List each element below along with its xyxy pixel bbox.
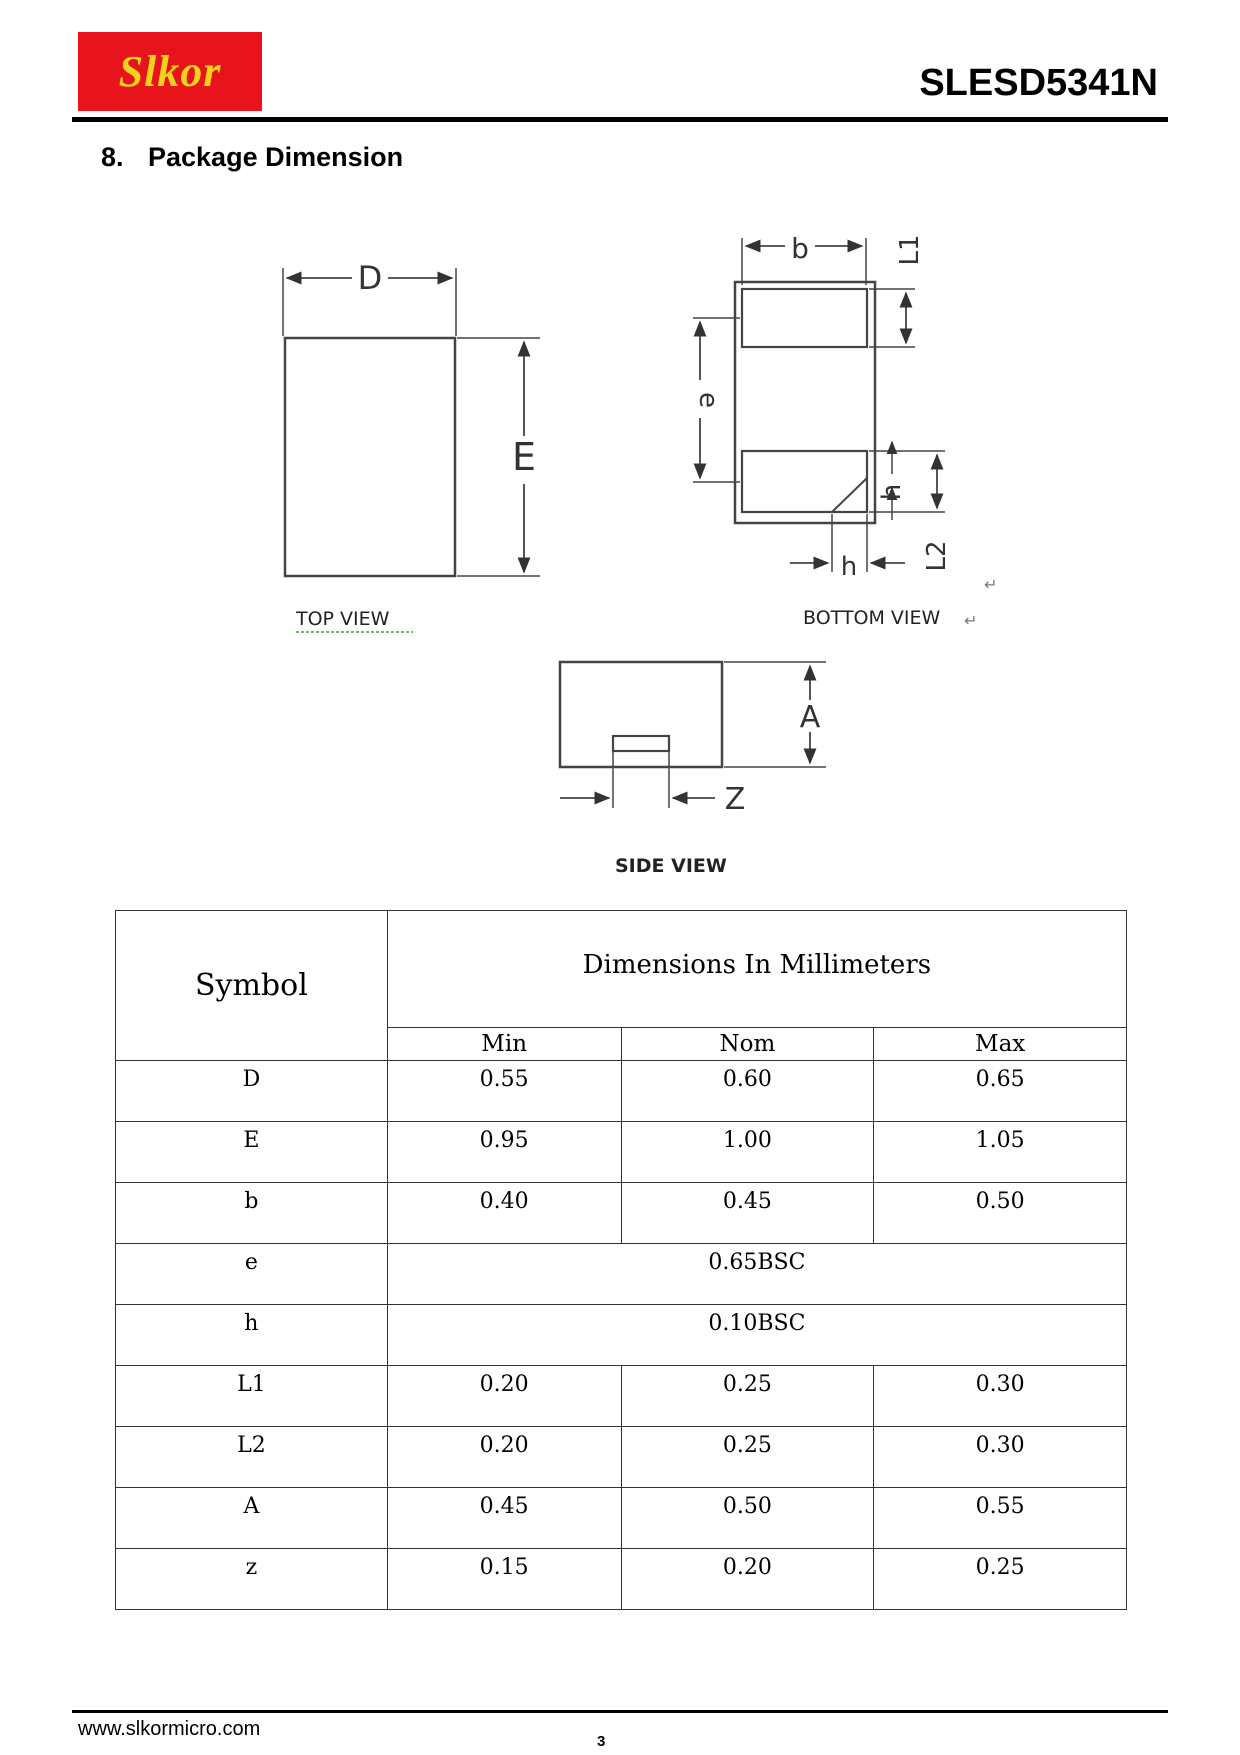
top-view-label: TOP VIEW (296, 608, 390, 630)
nom-cell: 0.50 (621, 1488, 874, 1549)
symbol-cell: b (116, 1183, 388, 1244)
max-cell: 0.55 (874, 1488, 1127, 1549)
max-header: Max (874, 1028, 1127, 1061)
symbol-cell: L1 (116, 1366, 388, 1427)
table-row (116, 1122, 1127, 1183)
dim-b-label: b (791, 232, 809, 265)
bottom-view-body (735, 282, 875, 523)
top-view (283, 268, 540, 576)
section-number: 8. (101, 142, 124, 172)
nom-cell: 0.60 (621, 1061, 874, 1122)
dimension-table (115, 910, 1127, 1610)
nom-cell: 0.20 (621, 1549, 874, 1610)
symbol-header: Symbol (116, 911, 388, 1061)
table-row (116, 1549, 1127, 1610)
nom-cell: 0.45 (621, 1183, 874, 1244)
max-cell: 0.30 (874, 1366, 1127, 1427)
dim-e-pitch-label: e (693, 392, 723, 408)
footer-divider (72, 1710, 1168, 1713)
dim-z-label: Z (724, 782, 746, 817)
min-header: Min (387, 1028, 621, 1061)
pad-bottom (742, 451, 867, 512)
part-number: SLESD5341N (919, 62, 1158, 104)
nom-header: Nom (621, 1028, 874, 1061)
min-cell: 0.20 (387, 1366, 621, 1427)
bottom-view-label: BOTTOM VIEW (803, 607, 941, 629)
footer-url: www.slkormicro.com (78, 1718, 261, 1740)
logo-text: Slkor (118, 47, 222, 96)
paragraph-mark-icon: ↵ (964, 611, 978, 630)
dim-l2-label: L2 (922, 540, 952, 572)
dim-a-label: A (799, 700, 821, 735)
symbol-cell: A (116, 1488, 388, 1549)
section-title: Package Dimension (148, 142, 404, 172)
symbol-cell: L2 (116, 1427, 388, 1488)
symbol-cell: z (116, 1549, 388, 1610)
page-number: 3 (597, 1733, 606, 1750)
max-cell: 0.50 (874, 1183, 1127, 1244)
max-cell: 1.05 (874, 1122, 1127, 1183)
min-cell: 0.95 (387, 1122, 621, 1183)
min-cell: 0.15 (387, 1549, 621, 1610)
table-row (116, 1305, 1127, 1366)
nom-cell: 1.00 (621, 1122, 874, 1183)
dimensions-header: Dimensions In Millimeters (387, 911, 1126, 1028)
max-cell: 0.30 (874, 1427, 1127, 1488)
bsc-value-cell: 0.10BSC (387, 1305, 1126, 1366)
bsc-value-cell: 0.65BSC (387, 1244, 1126, 1305)
dim-l1-label: L1 (895, 234, 925, 266)
pad-top (742, 289, 867, 347)
side-view-terminal (613, 736, 669, 751)
symbol-cell: e (116, 1244, 388, 1305)
side-view (560, 662, 826, 808)
symbol-cell: E (116, 1122, 388, 1183)
table-row (116, 1244, 1127, 1305)
side-view-label: SIDE VIEW (615, 855, 727, 877)
max-cell: 0.65 (874, 1061, 1127, 1122)
dim-e-label: E (511, 435, 537, 479)
table-row (116, 1366, 1127, 1427)
table-row (116, 1061, 1127, 1122)
symbol-cell: h (116, 1305, 388, 1366)
nom-cell: 0.25 (621, 1427, 874, 1488)
min-cell: 0.40 (387, 1183, 621, 1244)
dim-d-label: D (357, 259, 383, 297)
paragraph-mark-icon: ↵ (984, 575, 998, 594)
min-cell: 0.20 (387, 1427, 621, 1488)
table-row (116, 1183, 1127, 1244)
nom-cell: 0.25 (621, 1366, 874, 1427)
bottom-view (693, 238, 945, 572)
dim-h-vertical-label: h (877, 483, 907, 501)
min-cell: 0.45 (387, 1488, 621, 1549)
symbol-cell: D (116, 1061, 388, 1122)
table-row (116, 1488, 1127, 1549)
table-row (116, 1427, 1127, 1488)
min-cell: 0.55 (387, 1061, 621, 1122)
max-cell: 0.25 (874, 1549, 1127, 1610)
top-view-body (285, 338, 455, 576)
dim-h-horizontal-label: h (840, 552, 858, 582)
